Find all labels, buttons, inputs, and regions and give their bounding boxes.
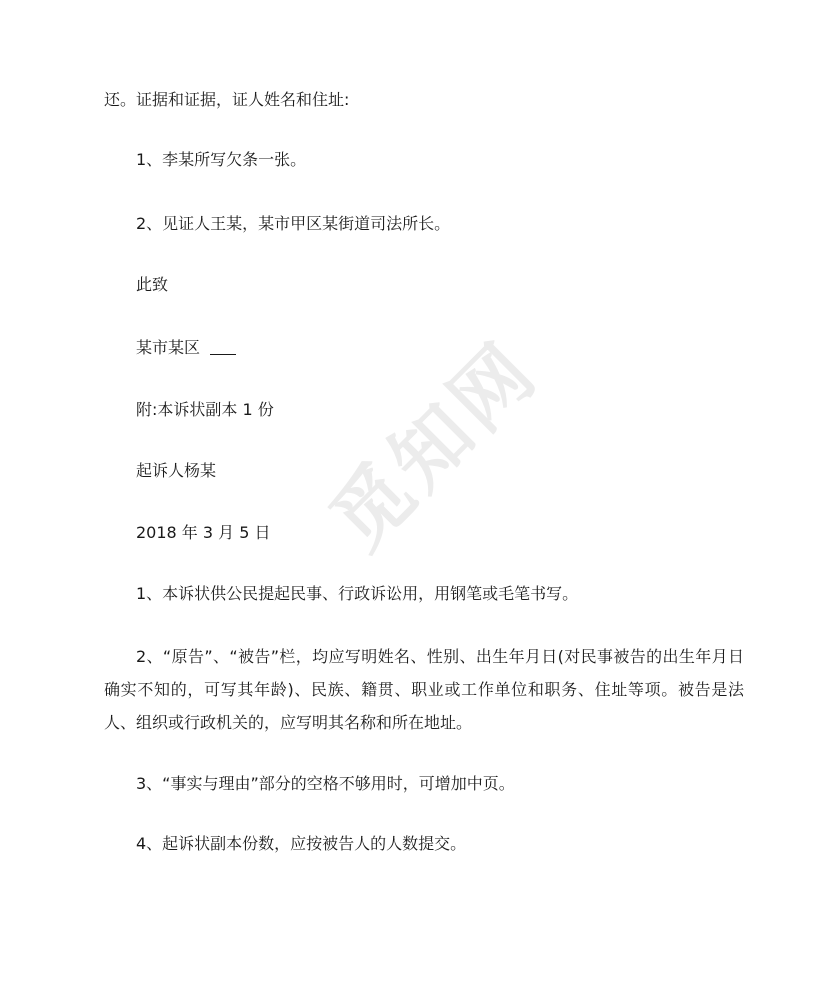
court-name: 某市某区 [136,338,201,357]
closing-salutation: 此致 [136,275,169,294]
plaintiff-signature: 起诉人杨某 [136,461,217,480]
filing-date: 2018 年 3 月 5 日 [136,523,271,542]
court-blank [210,354,236,355]
note-1: 1、本诉状供公民提起民事、行政诉讼用，用钢笔或毛笔书写。 [136,584,579,603]
note-2: 2、“原告”、“被告”栏，均应写明姓名、性别、出生年月日(对民事被告的出生年月日确实不知的，可写其年龄)、民族、籍贯、职业或工作单位和职务、住址等项。被告是法人、组织或行政机关的，应写明其名称和所在地址。 [104,647,744,732]
evidence-item-1: 1、李某所写欠条一张。 [136,150,307,169]
evidence-item-2: 2、见证人王某，某市甲区某街道司法所长。 [136,214,451,233]
court-line [136,338,236,358]
watermark: 觅知网 [314,325,556,567]
attachment-line: 附:本诉状副本 1 份 [136,400,274,419]
evidence-heading: 还。证据和证据，证人姓名和住址: [104,90,350,109]
note-3: 3、“事实与理由”部分的空格不够用时，可增加中页。 [136,774,515,793]
note-4: 4、起诉状副本份数，应按被告人的人数提交。 [136,834,467,853]
